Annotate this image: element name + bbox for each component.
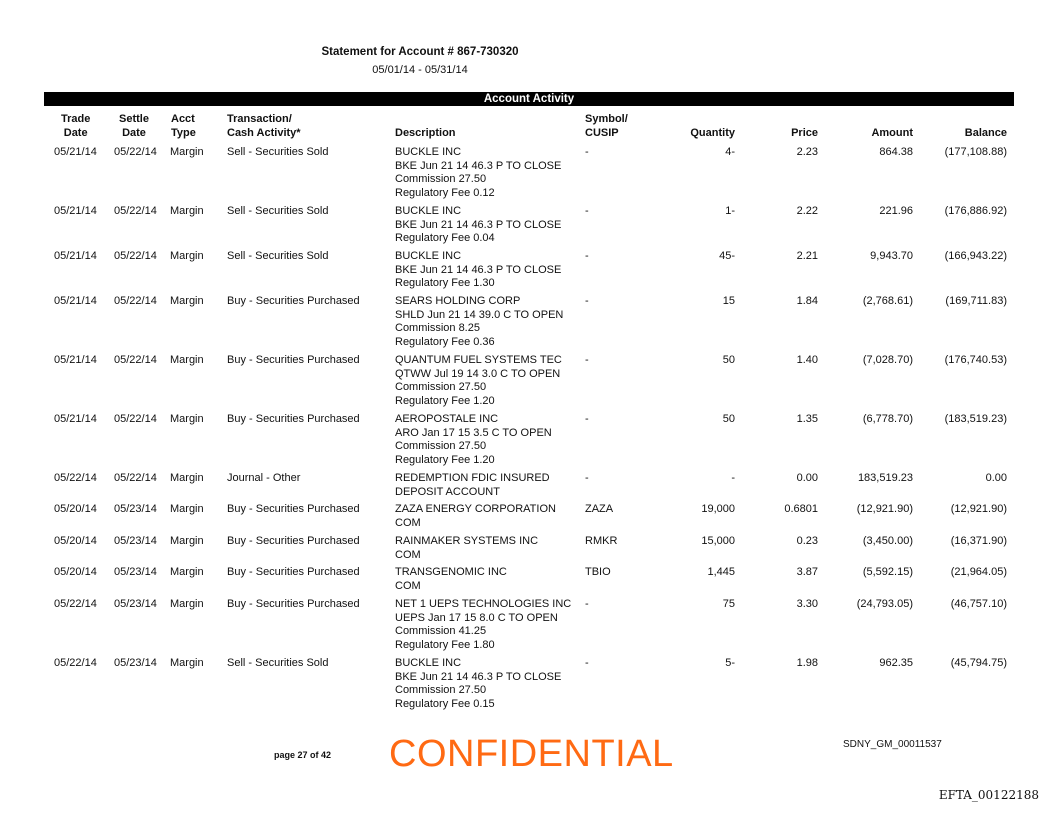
- confidential-stamp: CONFIDENTIAL: [389, 733, 674, 775]
- description-line: QTWW Jul 19 14 3.0 C TO OPEN: [395, 367, 561, 380]
- col-trade-date-line1: Trade: [61, 113, 91, 125]
- amount-cell: (3,450.00): [862, 535, 913, 547]
- statement-title: Statement for Account # 867-730320: [321, 46, 519, 58]
- description-line: BUCKLE INC: [395, 250, 462, 262]
- quantity-cell: -: [731, 472, 735, 484]
- col-settle-date-line2: Date: [122, 127, 146, 139]
- acct-type-cell: Margin: [170, 295, 204, 307]
- symbol-cell: TBIO: [585, 566, 611, 578]
- col-amount: Amount: [871, 127, 913, 139]
- amount-cell: (6,778.70): [862, 413, 913, 425]
- settle-date-cell: 05/22/14: [114, 354, 157, 366]
- amount-cell: (7,028.70): [862, 354, 913, 366]
- balance-cell: (169,711.83): [945, 295, 1007, 307]
- settle-date-cell: 05/22/14: [114, 250, 157, 262]
- col-acct-type-line1: Acct: [171, 113, 195, 125]
- description-line: DEPOSIT ACCOUNT: [395, 485, 500, 498]
- quantity-cell: 5-: [725, 657, 735, 669]
- transaction-cell: Buy - Securities Purchased: [227, 413, 360, 425]
- description-line: SEARS HOLDING CORP: [395, 295, 521, 307]
- quantity-cell: 50: [722, 413, 735, 425]
- page-number: page 27 of 42: [274, 750, 332, 760]
- description-line: Commission 27.50: [395, 173, 487, 185]
- amount-cell: 9,943.70: [870, 250, 913, 262]
- col-balance: Balance: [964, 127, 1007, 139]
- description-line: BKE Jun 21 14 46.3 P TO CLOSE: [395, 218, 562, 231]
- balance-cell: (176,740.53): [944, 354, 1007, 366]
- acct-type-cell: Margin: [170, 657, 204, 669]
- symbol-cell: -: [585, 472, 589, 484]
- transaction-cell: Buy - Securities Purchased: [227, 598, 360, 610]
- description-cell: [395, 657, 561, 711]
- trade-date-cell: 05/20/14: [54, 566, 97, 578]
- description-line: Regulatory Fee 1.20: [395, 453, 495, 466]
- trade-date-cell: 05/21/14: [54, 146, 97, 158]
- amount-cell: 183,519.23: [857, 472, 913, 484]
- description-line: TRANSGENOMIC INC: [395, 566, 507, 578]
- description-line: Regulatory Fee 1.20: [395, 394, 495, 407]
- quantity-cell: 19,000: [701, 503, 735, 515]
- symbol-cell: ZAZA: [585, 503, 614, 515]
- settle-date-cell: 05/22/14: [114, 205, 157, 217]
- trade-date-cell: 05/21/14: [54, 205, 97, 217]
- quantity-cell: 1-: [725, 205, 735, 217]
- settle-date-cell: 05/22/14: [114, 413, 157, 425]
- price-cell: 2.22: [796, 205, 818, 217]
- description-line: Regulatory Fee 0.36: [395, 335, 495, 348]
- price-cell: 1.98: [796, 657, 818, 669]
- trade-date-cell: 05/22/14: [54, 657, 97, 669]
- description-line: Commission 27.50: [395, 440, 487, 452]
- trade-date-cell: 05/22/14: [54, 472, 97, 484]
- transaction-cell: Buy - Securities Purchased: [227, 354, 360, 366]
- settle-date-cell: 05/23/14: [114, 535, 157, 547]
- amount-cell: (12,921.90): [856, 503, 913, 515]
- col-acct-type-line2: Type: [171, 127, 196, 139]
- description-line: COM: [395, 548, 421, 561]
- quantity-cell: 50: [722, 354, 735, 366]
- description-cell: [395, 566, 507, 593]
- amount-cell: (2,768.61): [862, 295, 913, 307]
- amount-cell: 221.96: [879, 205, 913, 217]
- bates-number: SDNY_GM_00011537: [843, 739, 942, 750]
- balance-cell: (46,757.10): [950, 598, 1007, 610]
- balance-cell: (21,964.05): [950, 566, 1007, 578]
- description-line: Commission 8.25: [395, 322, 480, 334]
- amount-cell: (24,793.05): [856, 598, 913, 610]
- symbol-cell: -: [585, 413, 589, 425]
- description-line: Commission 27.50: [395, 381, 487, 393]
- col-quantity: Quantity: [690, 127, 735, 139]
- transaction-cell: Sell - Securities Sold: [227, 250, 329, 262]
- price-cell: 1.35: [796, 413, 818, 425]
- acct-type-cell: Margin: [170, 503, 204, 515]
- description-line: QUANTUM FUEL SYSTEMS TEC: [395, 354, 562, 366]
- acct-type-cell: Margin: [170, 354, 204, 366]
- symbol-cell: -: [585, 598, 589, 610]
- transaction-cell: Sell - Securities Sold: [227, 146, 329, 158]
- description-line: ARO Jan 17 15 3.5 C TO OPEN: [395, 426, 552, 439]
- acct-type-cell: Margin: [170, 250, 204, 262]
- description-line: BKE Jun 21 14 46.3 P TO CLOSE: [395, 263, 562, 276]
- description-line: BUCKLE INC: [395, 657, 462, 669]
- quantity-cell: 1,445: [707, 566, 735, 578]
- acct-type-cell: Margin: [170, 413, 204, 425]
- col-description: Description: [395, 127, 456, 139]
- description-line: NET 1 UEPS TECHNOLOGIES INC: [395, 598, 572, 610]
- settle-date-cell: 05/22/14: [114, 472, 157, 484]
- price-cell: 3.87: [796, 566, 818, 578]
- settle-date-cell: 05/23/14: [114, 566, 157, 578]
- description-line: SHLD Jun 21 14 39.0 C TO OPEN: [395, 308, 564, 321]
- description-line: BKE Jun 21 14 46.3 P TO CLOSE: [395, 670, 562, 683]
- trade-date-cell: 05/20/14: [54, 503, 97, 515]
- transaction-cell: Buy - Securities Purchased: [227, 503, 360, 515]
- description-line: UEPS Jan 17 15 8.0 C TO OPEN: [395, 611, 558, 624]
- description-cell: [395, 205, 561, 246]
- description-line: BUCKLE INC: [395, 146, 462, 158]
- price-cell: 3.30: [796, 598, 818, 610]
- acct-type-cell: Margin: [170, 146, 204, 158]
- price-cell: 0.00: [796, 472, 818, 484]
- description-cell: [395, 535, 538, 562]
- balance-cell: (166,943.22): [944, 250, 1007, 262]
- transaction-cell: Buy - Securities Purchased: [227, 535, 360, 547]
- description-cell: [395, 354, 562, 408]
- col-settle-date: [119, 112, 149, 140]
- description-cell: [395, 503, 556, 530]
- col-transaction-line2: Cash Activity*: [227, 127, 301, 139]
- description-line: Regulatory Fee 1.80: [395, 638, 495, 651]
- transaction-cell: Buy - Securities Purchased: [227, 566, 360, 578]
- col-symbol-line2: CUSIP: [585, 127, 619, 139]
- trade-date-cell: 05/22/14: [54, 598, 97, 610]
- acct-type-cell: Margin: [170, 535, 204, 547]
- settle-date-cell: 05/23/14: [114, 503, 157, 515]
- symbol-cell: -: [585, 354, 589, 366]
- description-line: Regulatory Fee 0.15: [395, 697, 495, 710]
- amount-cell: 962.35: [879, 657, 913, 669]
- acct-type-cell: Margin: [170, 205, 204, 217]
- quantity-cell: 15,000: [701, 535, 735, 547]
- transaction-cell: Sell - Securities Sold: [227, 205, 329, 217]
- price-cell: 0.23: [796, 535, 818, 547]
- trade-date-cell: 05/20/14: [54, 535, 97, 547]
- acct-type-cell: Margin: [170, 598, 204, 610]
- acct-type-cell: Margin: [170, 472, 204, 484]
- col-trade-date-line2: Date: [63, 127, 88, 139]
- symbol-cell: -: [585, 250, 589, 262]
- transaction-cell: Sell - Securities Sold: [227, 657, 329, 669]
- price-cell: 0.6801: [784, 503, 818, 515]
- col-settle-date-line1: Settle: [119, 113, 149, 125]
- transaction-cell: Buy - Securities Purchased: [227, 295, 360, 307]
- settle-date-cell: 05/22/14: [114, 146, 157, 158]
- col-transaction-line1: Transaction/: [227, 113, 292, 125]
- price-cell: 2.23: [796, 146, 818, 158]
- amount-cell: (5,592.15): [862, 566, 913, 578]
- balance-cell: (177,108.88): [944, 146, 1007, 158]
- description-cell: [395, 598, 571, 652]
- settle-date-cell: 05/22/14: [114, 295, 157, 307]
- col-symbol: [585, 112, 628, 140]
- account-activity-bar: Account Activity: [44, 92, 1014, 106]
- settle-date-cell: 05/23/14: [114, 598, 157, 610]
- description-cell: [395, 250, 561, 291]
- col-transaction: [227, 112, 301, 140]
- description-line: COM: [395, 516, 421, 529]
- balance-cell: (176,886.92): [944, 205, 1007, 217]
- description-cell: [395, 146, 561, 200]
- transaction-cell: Journal - Other: [227, 472, 301, 484]
- quantity-cell: 4-: [725, 146, 735, 158]
- description-cell: [395, 472, 550, 499]
- balance-cell: (45,794.75): [950, 657, 1007, 669]
- efta-number: EFTA_00122188: [938, 788, 1039, 802]
- description-line: Commission 27.50: [395, 684, 487, 696]
- col-price: Price: [791, 127, 818, 139]
- acct-type-cell: Margin: [170, 566, 204, 578]
- description-cell: [395, 413, 552, 467]
- balance-cell: (16,371.90): [950, 535, 1007, 547]
- trade-date-cell: 05/21/14: [54, 250, 97, 262]
- col-acct-type: [171, 112, 196, 140]
- quantity-cell: 45-: [719, 250, 735, 262]
- symbol-cell: -: [585, 205, 589, 217]
- symbol-cell: RMKR: [585, 535, 618, 547]
- description-line: Regulatory Fee 1.30: [395, 277, 495, 289]
- amount-cell: 864.38: [879, 146, 913, 158]
- settle-date-cell: 05/23/14: [114, 657, 157, 669]
- description-line: COM: [395, 579, 421, 592]
- price-cell: 1.84: [796, 295, 818, 307]
- description-line: BKE Jun 21 14 46.3 P TO CLOSE: [395, 159, 562, 172]
- description-cell: [395, 295, 563, 349]
- description-line: Commission 41.25: [395, 625, 487, 637]
- balance-cell: (12,921.90): [950, 503, 1007, 515]
- description-line: BUCKLE INC: [395, 205, 462, 217]
- description-line: REDEMPTION FDIC INSURED: [395, 472, 550, 484]
- trade-date-cell: 05/21/14: [54, 413, 97, 425]
- price-cell: 1.40: [796, 354, 818, 366]
- col-symbol-line1: Symbol/: [585, 113, 628, 125]
- price-cell: 2.21: [796, 250, 818, 262]
- trade-date-cell: 05/21/14: [54, 354, 97, 366]
- symbol-cell: -: [585, 146, 589, 158]
- description-line: ZAZA ENERGY CORPORATION: [395, 503, 556, 515]
- balance-cell: 0.00: [985, 472, 1007, 484]
- description-line: Regulatory Fee 0.04: [395, 232, 495, 244]
- symbol-cell: -: [585, 295, 589, 307]
- quantity-cell: 75: [722, 598, 735, 610]
- balance-cell: (183,519.23): [944, 413, 1007, 425]
- trade-date-cell: 05/21/14: [54, 295, 97, 307]
- description-line: Regulatory Fee 0.12: [395, 186, 495, 199]
- description-line: AEROPOSTALE INC: [395, 413, 499, 425]
- statement-period: 05/01/14 - 05/31/14: [372, 64, 468, 76]
- symbol-cell: -: [585, 657, 589, 669]
- description-line: RAINMAKER SYSTEMS INC: [395, 535, 539, 547]
- col-trade-date: [61, 112, 90, 140]
- quantity-cell: 15: [722, 295, 735, 307]
